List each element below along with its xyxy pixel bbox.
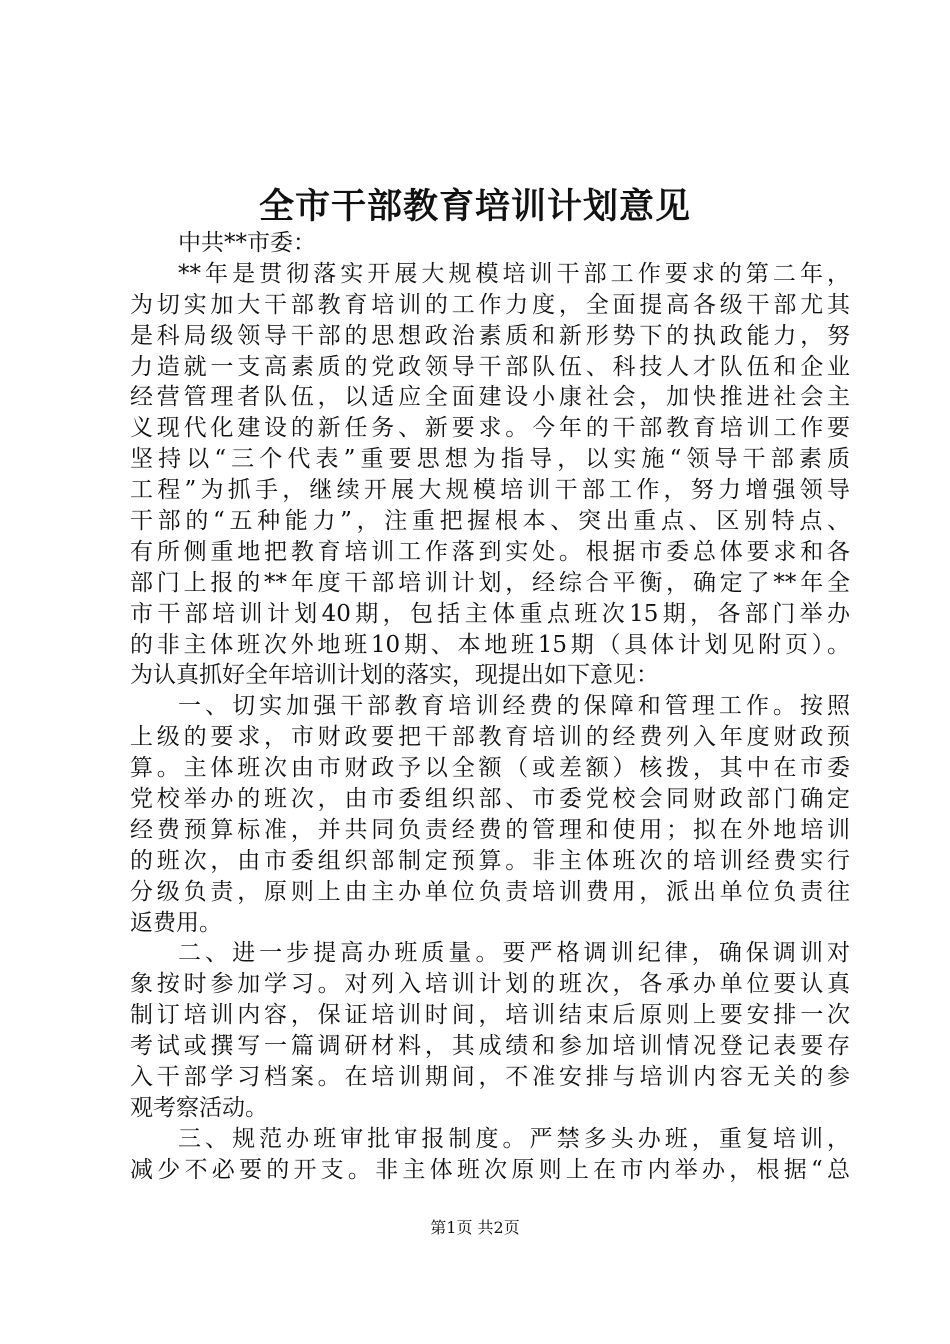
page-number-footer: 第1页 共2页 [430, 1218, 520, 1237]
paragraph-line: 有所侧重地把教育培训工作落到实处。根据市委总体要求和各 [130, 538, 850, 565]
paragraph-line: 减少不必要的开支。非主体班次原则上在市内举办，根据“总 [130, 1156, 850, 1183]
paragraph-line: 三、规范办班审批审报制度。严禁多头办班，重复培训， [178, 1125, 850, 1152]
paragraph-line: 制订培训内容，保证培训时间，培训结束后原则上要安排一次 [130, 1002, 850, 1029]
paragraph-line: 义现代化建设的新任务、新要求。今年的干部教育培训工作要 [130, 415, 850, 442]
salutation-line: 中共**市委： [178, 230, 316, 256]
paragraph-line: 力造就一支高素质的党政领导干部队伍、科技人才队伍和企业 [130, 353, 850, 380]
paragraph-line: 经营管理者队伍，以适应全面建设小康社会，加快推进社会主 [130, 384, 850, 411]
document-body [130, 228, 850, 1186]
document-title: 全市干部教育培训计划意见 [258, 186, 691, 227]
paragraph-line: 是科局级领导干部的思想政治素质和新形势下的执政能力，努 [130, 322, 850, 349]
paragraph-line: 返费用。 [130, 909, 222, 936]
paragraph-line: **年是贯彻落实开展大规模培训干部工作要求的第二年， [178, 260, 850, 287]
paragraph-line: 分级负责，原则上由主办单位负责培训费用，派出单位负责往 [130, 878, 850, 905]
paragraph-line: 党校举办的班次，由市委组织部、市委党校会同财政部门确定 [130, 786, 850, 813]
paragraph-line: 算。主体班次由市财政予以全额（或差额）核拨，其中在市委 [130, 755, 850, 782]
paragraph-line: 考试或撰写一篇调研材料，其成绩和参加培训情况登记表要存 [130, 1033, 850, 1060]
paragraph-line: 干部的“五种能力”，注重把握根本、突出重点、区别特点、 [130, 508, 850, 535]
paragraph-line: 为认真抓好全年培训计划的落实，现提出如下意见： [130, 662, 659, 689]
paragraph-line: 市干部培训计划40期，包括主体重点班次15期，各部门举办 [130, 600, 850, 627]
paragraph-line: 工程”为抓手，继续开展大规模培训干部工作，努力增强领导 [130, 477, 850, 504]
paragraph-line: 为切实加大干部教育培训的工作力度，全面提高各级干部尤其 [130, 291, 850, 318]
paragraph-line: 一、切实加强干部教育培训经费的保障和管理工作。按照 [178, 693, 850, 720]
paragraph-line: 象按时参加学习。对列入培训计划的班次，各承办单位要认真 [130, 971, 850, 998]
paragraph-line: 的班次，由市委组织部制定预算。非主体班次的培训经费实行 [130, 847, 850, 874]
paragraph-line: 上级的要求，市财政要把干部教育培训的经费列入年度财政预 [130, 724, 850, 751]
paragraph-line: 入干部学习档案。在培训期间，不准安排与培训内容无关的参 [130, 1064, 850, 1091]
paragraph-line: 二、进一步提高办班质量。要严格调训纪律，确保调训对 [178, 940, 850, 967]
paragraph-line: 部门上报的**年度干部培训计划，经综合平衡，确定了**年全 [130, 569, 850, 596]
paragraph-line: 的非主体班次外地班10期、本地班15期（具体计划见附页）。 [130, 631, 850, 658]
paragraph-line: 观考察活动。 [130, 1094, 268, 1121]
paragraph-line: 坚持以“三个代表”重要思想为指导，以实施“领导干部素质 [130, 446, 850, 473]
paragraph-line: 经费预算标准，并共同负责经费的管理和使用；拟在外地培训 [130, 816, 850, 843]
